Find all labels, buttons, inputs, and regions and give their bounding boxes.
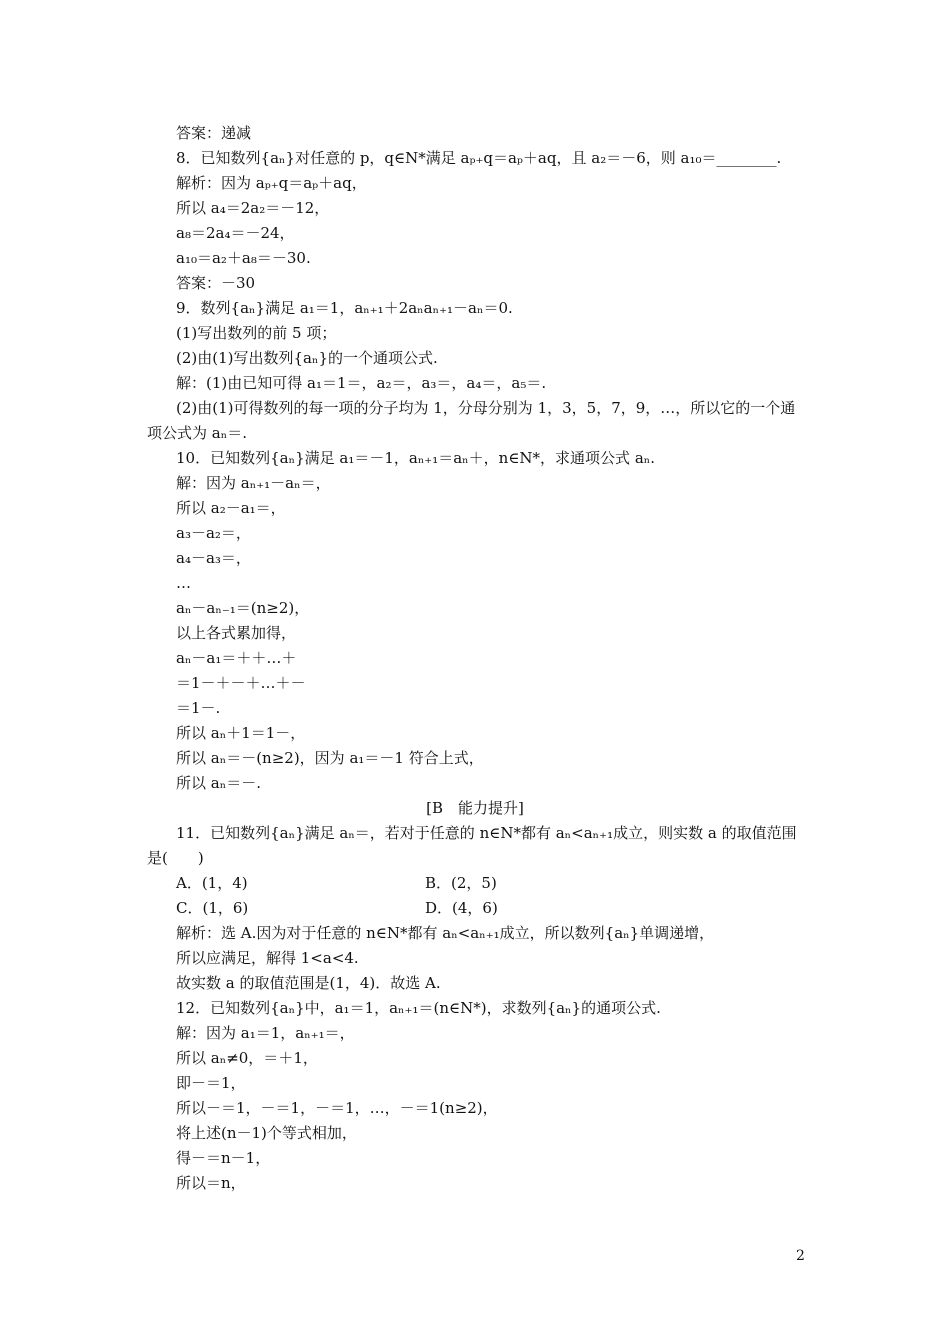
answer-line: 答案：递减 [176, 124, 252, 142]
option-d: D．(4，6) [425, 899, 498, 917]
text-line: 解：因为 a₁＝1，aₙ₊₁＝， [176, 1024, 355, 1042]
text-line: 所以 a₂－a₁＝， [176, 499, 286, 517]
text-line: a₃－a₂＝， [176, 524, 251, 542]
page-number: 2 [796, 1248, 805, 1264]
text-line: 所以 a₄＝2a₂＝－12， [176, 199, 330, 217]
text-line: 将上述(n－1)个等式相加， [176, 1124, 357, 1142]
text-line: aₙ－a₁＝＋＋…＋ [176, 649, 297, 667]
text-line: 所以＝n， [176, 1174, 246, 1192]
text-line: a₁₀＝a₂＋a₈＝－30. [176, 249, 311, 267]
text-line: 所以－＝1，－＝1，－＝1，…，－＝1(n≥2)， [176, 1099, 498, 1117]
option-a: A．(1，4) [176, 874, 248, 892]
answer-line: 答案：－30 [176, 274, 256, 292]
question-12: 12．已知数列{aₙ}中，a₁＝1，aₙ₊₁＝(n∈N*)，求数列{aₙ}的通项公式. [176, 999, 661, 1017]
text-line: 所以 aₙ＝－(n≥2)，因为 a₁＝－1 符合上式， [176, 749, 484, 767]
text-line: (2)由(1)可得数列的每一项的分子均为 1，分母分别为 1，3，5，7，9，…，所以它的一个通 [176, 399, 796, 417]
text-line: 所以 aₙ≠0，＝＋1， [176, 1049, 318, 1067]
text-line: 解：因为 aₙ₊₁－aₙ＝， [176, 474, 331, 492]
question-11: 11．已知数列{aₙ}满足 aₙ＝，若对于任意的 n∈N*都有 aₙ<aₙ₊₁成立，则实数 a 的取值范围 [176, 824, 797, 842]
question-9: 9．数列{aₙ}满足 a₁＝1，aₙ₊₁＋2aₙaₙ₊₁－aₙ＝0. [176, 299, 513, 317]
option-b: B．(2，5) [425, 874, 497, 892]
text-line: aₙ－aₙ₋₁＝(n≥2)， [176, 599, 310, 617]
section-title: [B 能力提升] [426, 799, 524, 817]
text-line: ＝1－. [176, 699, 221, 717]
text-line: … [176, 574, 191, 592]
text-line: 是( ) [147, 849, 204, 867]
text-line: 即－＝1， [176, 1074, 246, 1092]
text-line: 解析：因为 aₚ₊q＝aₚ＋aq， [176, 174, 367, 192]
text-line: (1)写出数列的前 5 项； [176, 324, 337, 342]
text-line: 所以应满足，解得 1<a<4. [176, 949, 359, 967]
text-line: (2)由(1)写出数列{aₙ}的一个通项公式. [176, 349, 438, 367]
text-line: 解：(1)由已知可得 a₁＝1＝，a₂＝，a₃＝，a₄＝，a₅＝. [176, 374, 547, 392]
text-line: 得－＝n－1， [176, 1149, 271, 1167]
text-line: ＝1－＋－＋…＋－ [176, 674, 306, 692]
text-line: 项公式为 aₙ＝. [147, 424, 247, 442]
text-line: 故实数 a 的取值范围是(1，4)．故选 A. [176, 974, 441, 992]
text-line: 所以 aₙ＋1＝1－， [176, 724, 306, 742]
option-c: C．(1，6) [176, 899, 249, 917]
text-line: 所以 aₙ＝－. [176, 774, 261, 792]
text-line: a₄－a₃＝， [176, 549, 251, 567]
text-line: 以上各式累加得， [176, 624, 297, 642]
text-line: 解析：选 A.因为对于任意的 n∈N*都有 aₙ<aₙ₊₁成立，所以数列{aₙ}单调递增， [176, 924, 715, 942]
text-line: a₈＝2a₄＝－24， [176, 224, 295, 242]
question-10: 10．已知数列{aₙ}满足 a₁＝－1，aₙ₊₁＝aₙ＋，n∈N*，求通项公式 aₙ. [176, 449, 656, 467]
question-8: 8．已知数列{aₙ}对任意的 p，q∈N*满足 aₚ₊q＝aₚ＋aq，且 a₂＝－6，则 a₁₀＝________. [176, 149, 782, 167]
